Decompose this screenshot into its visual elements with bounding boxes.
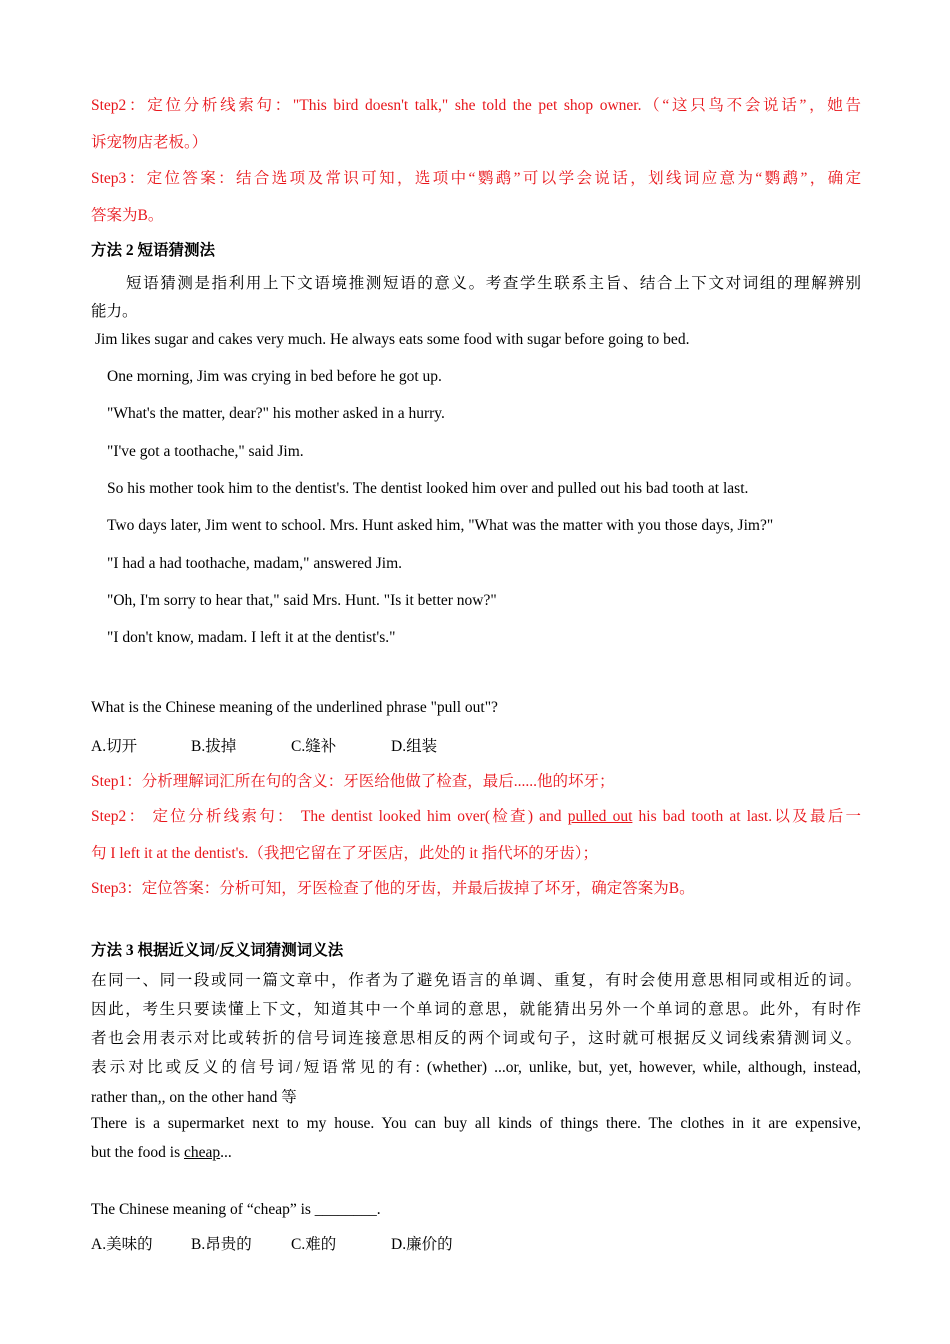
step2-line2: 诉宠物店老板。） [91, 134, 208, 151]
passage-line: "I had a had toothache, madam," answered Jim. [107, 555, 402, 572]
passage-line: "What's the matter, dear?" his mother asked in a hurry. [107, 405, 445, 422]
example-line2: but the food is cheap... [91, 1144, 232, 1161]
passage-line: One morning, Jim was crying in bed before he got up. [107, 368, 442, 385]
method2-step2-line2: 句 I left it at the dentist's.（我把它留在了牙医店，此处的 it 指代坏的牙齿）； [91, 845, 598, 862]
passage-line: Two days later, Jim went to school. Mrs. Hunt asked him, "What was the matter with you those days, Jim?" [107, 517, 774, 534]
method2-heading: 方法 2 短语猜测法 [91, 242, 216, 259]
option-b: B.拔掉 [191, 738, 237, 755]
passage-line: Jim likes sugar and cakes very much. He always eats some food with sugar before going to bed. [95, 331, 690, 348]
method3-para-line: 因此，考生只要读懂上下文，知道其中一个单词的意思，就能猜出另外一个单词的意思。此外，有时作 [91, 1001, 861, 1018]
passage-line: "Oh, I'm sorry to hear that," said Mrs. Hunt. "Is it better now?" [107, 592, 497, 609]
method2-options [91, 734, 861, 756]
option-a: A.切开 [91, 738, 138, 755]
option-d: D.组装 [391, 738, 438, 755]
underlined-phrase: pulled out [567, 808, 633, 825]
example-line1: There is a supermarket next to my house. You can buy all kinds of things there. The clothes in it are expensive, [91, 1115, 861, 1132]
method2-step3: Step3：定位答案：分析可知，牙医检查了他的牙齿，并最后拔掉了坏牙，确定答案为B。 [91, 880, 695, 897]
underlined-word: cheap [184, 1144, 221, 1161]
step3-line2: 答案为B。 [91, 207, 164, 224]
method2-step2-line1: Step2： 定位分析线索句： The dentist looked him over(检查) and pulled out his bad tooth at last.以及最后一 [91, 808, 862, 825]
option-d: D.廉价的 [391, 1236, 453, 1253]
method3-para-line: 表示对比或反义的信号词/短语常见的有: (whether) ...or, unlike, but, yet, however, while, although, instead, [91, 1059, 861, 1076]
method3-options [91, 1232, 861, 1254]
option-b: B.昂贵的 [191, 1236, 252, 1253]
option-c: C.缝补 [291, 738, 337, 755]
method2-intro-line1: 短语猜测是指利用上下文语境推测短语的意义。考查学生联系主旨、结合上下文对词组的理解辨别 [126, 275, 861, 292]
passage-line: "I don't know, madam. I left it at the dentist's." [107, 629, 396, 646]
step2-line1: Step2：定位分析线索句："This bird doesn't talk," she told the pet shop owner.（“这只鸟不会说话”，她告 [91, 97, 861, 114]
option-a: A.美味的 [91, 1236, 153, 1253]
method3-para-line: 者也会用表示对比或转折的信号词连接意思相反的两个词或句子，这时就可根据反义词线索猜测词义。 [91, 1030, 861, 1047]
method3-question: The Chinese meaning of “cheap” is ________. [91, 1201, 381, 1218]
method2-question: What is the Chinese meaning of the underlined phrase "pull out"? [91, 699, 498, 716]
method3-heading: 方法 3 根据近义词/反义词猜测词义法 [91, 942, 344, 959]
step3-line1: Step3：定位答案：结合选项及常识可知，选项中“鹦鹉”可以学会说话，划线词应意为“鹦鹉”，确定 [91, 170, 861, 187]
passage-line: "I've got a toothache," said Jim. [107, 443, 304, 460]
passage-line: So his mother took him to the dentist's. The dentist looked him over and pulled out his bad tooth at last. [107, 480, 749, 497]
method2-intro-line2: 能力。 [91, 303, 138, 320]
option-c: C.难的 [291, 1236, 337, 1253]
method3-para-line: 在同一、同一段或同一篇文章中，作者为了避免语言的单调、重复，有时会使用意思相同或相近的词。 [91, 972, 861, 989]
method2-step1: Step1：分析理解词汇所在句的含义：牙医给他做了检查，最后......他的坏牙； [91, 773, 615, 790]
method3-para-line: rather than,, on the other hand 等 [91, 1089, 297, 1106]
